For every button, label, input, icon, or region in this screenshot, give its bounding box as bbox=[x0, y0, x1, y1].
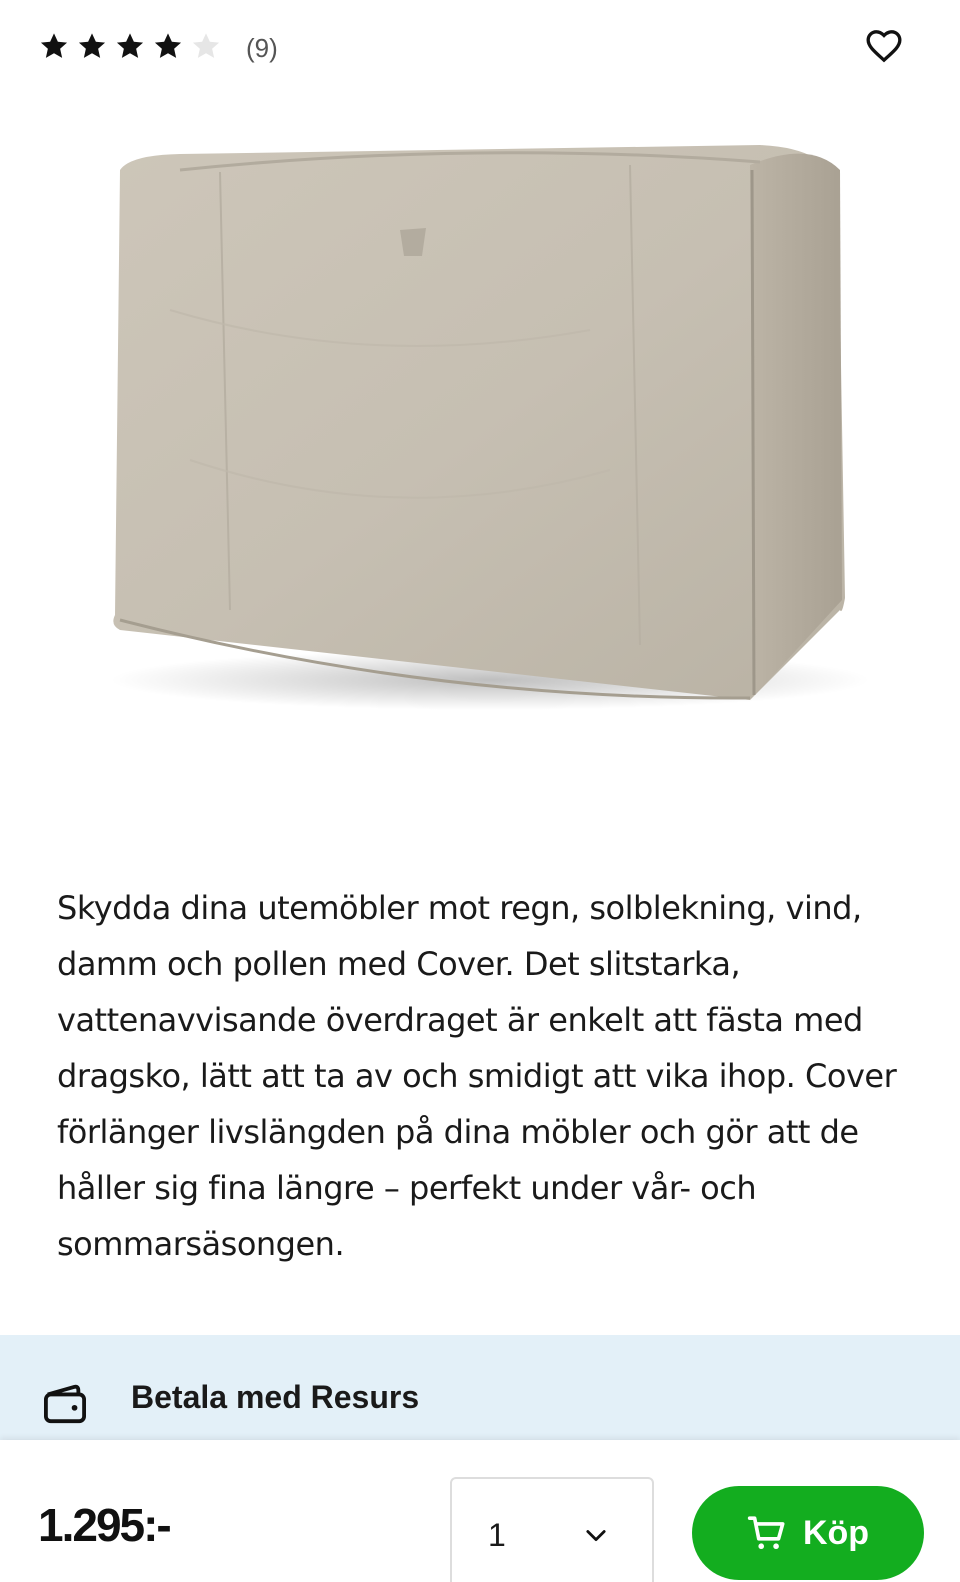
payment-resurs-label: Betala med Resurs bbox=[131, 1379, 420, 1415]
buy-bar bbox=[0, 1440, 960, 1582]
star-filled-icon bbox=[152, 30, 190, 66]
chevron-down-icon bbox=[582, 1521, 610, 1549]
star-empty-icon bbox=[190, 30, 228, 66]
garden-swing-cover-image[interactable] bbox=[70, 110, 890, 750]
cart-icon bbox=[747, 1514, 787, 1552]
product-description: Skydda dina utemöbler mot regn, solblekning, vind, damm och pollen med Cover. Det slitstarka, vattenavvisande överdraget är enkelt att fästa med dragsko, lätt att ta av och smidigt att vika ihop. Cover förlänger livslängden på dina möbler och gör att de håller sig fina längre – perfekt under vår- och sommarsäsongen. bbox=[57, 889, 897, 1263]
star-filled-icon bbox=[114, 30, 152, 66]
buy-button[interactable] bbox=[692, 1486, 924, 1580]
star-rating bbox=[38, 30, 228, 66]
heart-icon bbox=[864, 26, 904, 66]
price: 1.295:- bbox=[38, 1499, 170, 1551]
star-filled-icon bbox=[38, 30, 76, 66]
quantity-select[interactable] bbox=[450, 1477, 654, 1582]
star-filled-icon bbox=[76, 30, 114, 66]
quantity-value: 1 bbox=[488, 1517, 506, 1553]
rating-row[interactable] bbox=[38, 28, 278, 68]
buy-button-label: Köp bbox=[802, 1513, 870, 1552]
payment-resurs-banner[interactable] bbox=[0, 1335, 960, 1440]
wallet-icon bbox=[42, 1383, 88, 1425]
review-count[interactable]: (9) bbox=[246, 32, 278, 63]
favorite-button[interactable] bbox=[864, 26, 904, 66]
